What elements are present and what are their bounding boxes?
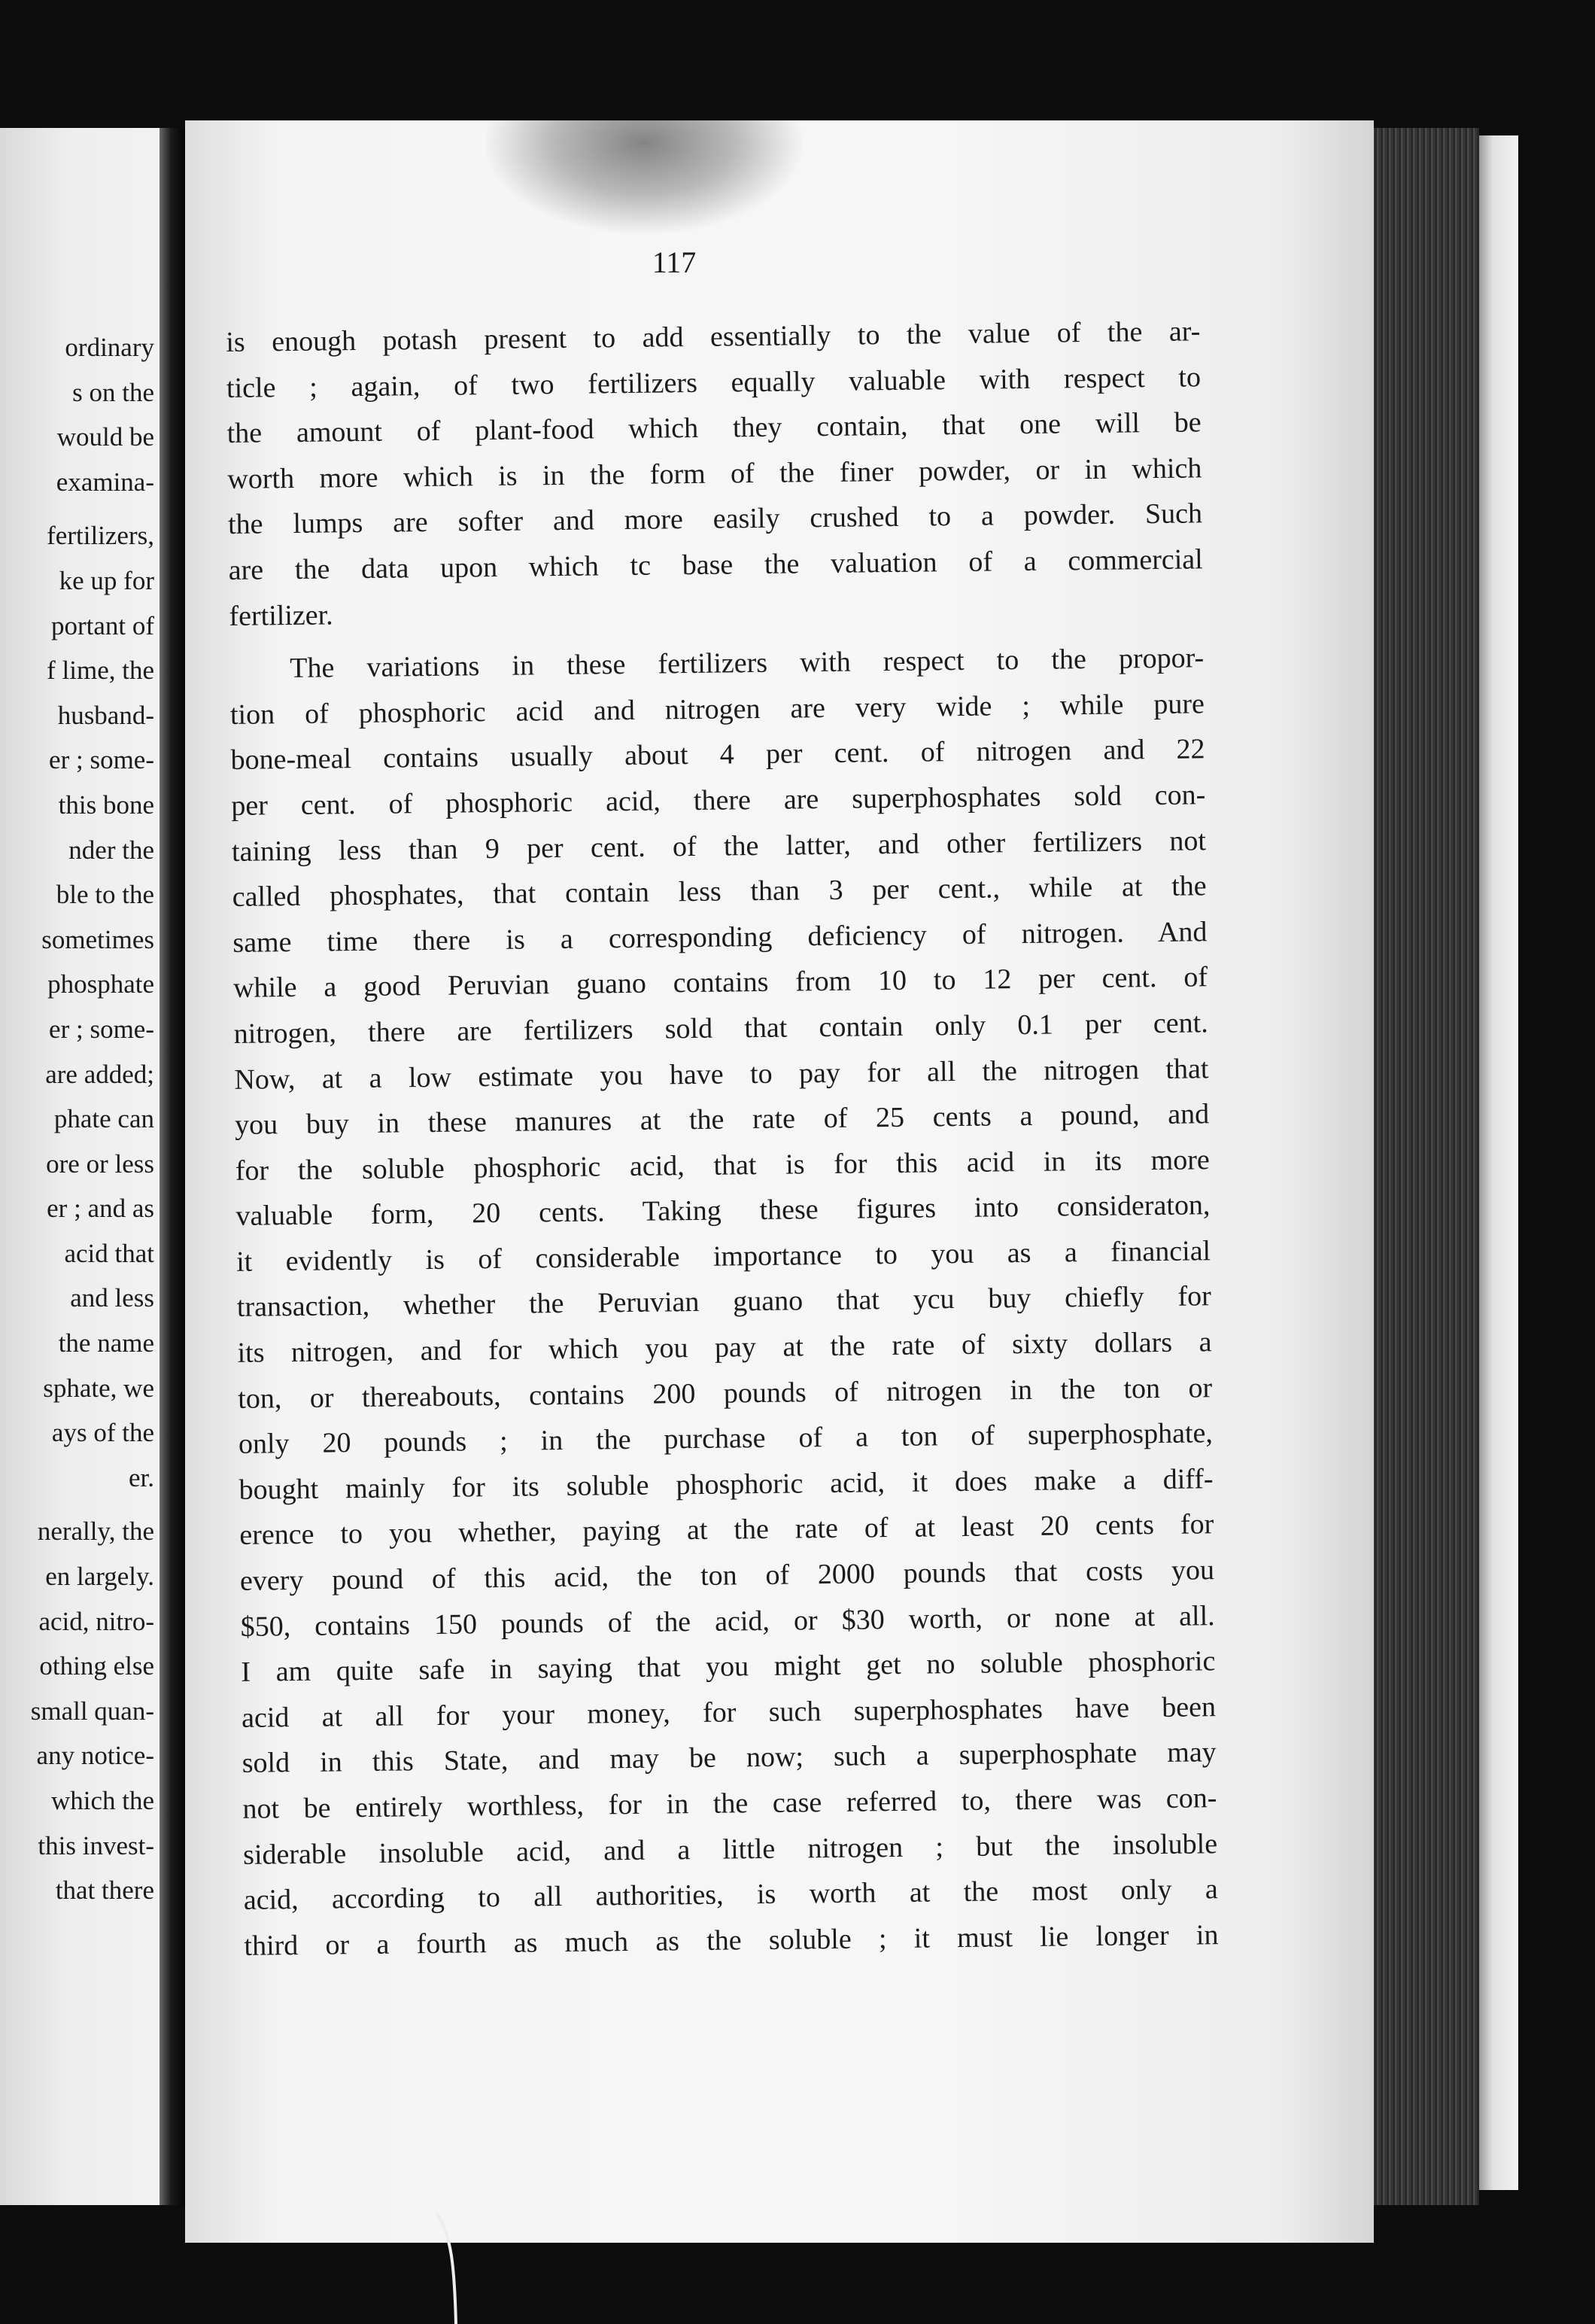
left-page-line: nerally, the — [37, 1516, 154, 1547]
text-line: it evidently is of considerable importance to you as a financial — [235, 1235, 1211, 1278]
text-line: Now, at a low estimate you have to pay for all the nitrogen that — [234, 1052, 1209, 1096]
text-line: tion of phosphoric acid and nitrogen are very wide ; while pure — [229, 688, 1205, 731]
text-line: per cent. of phosphoric acid, there are superphosphates sold con- — [231, 779, 1206, 822]
left-page-line: would be — [56, 422, 154, 452]
text-line: siderable insoluble acid, and a little nitrogen ; but the insoluble — [242, 1827, 1218, 1871]
text-line: acid at all for your money, for such superphosphates have been — [241, 1691, 1217, 1734]
text-line: acid, according to all authorities, is worth at the most only a — [243, 1873, 1218, 1917]
left-page-line: sphate, we — [43, 1373, 154, 1403]
left-page-line: this bone — [58, 789, 154, 820]
text-line: ticle ; again, of two fertilizers equally valuable with respect to — [226, 360, 1202, 404]
left-page-line: acid that — [64, 1238, 154, 1268]
left-page-line: ke up for — [59, 565, 154, 595]
text-line: valuable form, 20 cents. Taking these figures into consideraton, — [235, 1189, 1211, 1233]
left-page-line: small quan- — [30, 1696, 154, 1726]
text-line: is enough potash present to add essentially to the value of the ar- — [226, 315, 1201, 358]
left-page-line: sometimes — [41, 924, 154, 954]
left-page-line: othing else — [39, 1651, 154, 1681]
left-page-line: er ; and as — [47, 1194, 154, 1224]
left-page-line: ble to the — [56, 880, 154, 910]
text-line: the lumps are softer and more easily crushed to a powder. Such — [227, 497, 1203, 541]
text-line: The variations in these fertilizers with respect to the propor- — [290, 642, 1205, 685]
left-page-line: which the — [50, 1786, 154, 1815]
text-line: ton, or thereabouts, contains 200 pounds of nitrogen in the ton or — [238, 1371, 1213, 1415]
text-line: third or a fourth as much as the soluble ; it must lie longer in — [244, 1918, 1219, 1962]
left-page-line: husband- — [57, 700, 154, 730]
main-page — [185, 120, 1374, 2243]
left-page-line: f lime, the — [47, 656, 154, 686]
left-page-line: er ; some- — [49, 745, 154, 775]
left-page-line: fertilizers, — [47, 521, 154, 551]
page-body — [226, 309, 1219, 1969]
left-page-text — [0, 325, 154, 1913]
left-page-line: s on the — [72, 377, 154, 407]
text-line: only 20 pounds ; in the purchase of a ton of superphosphate, — [238, 1417, 1214, 1461]
text-line: you buy in these manures at the rate of 25 cents a pound, and — [234, 1098, 1210, 1142]
left-page-line: ore or less — [46, 1148, 154, 1179]
text-line: called phosphates, that contain less than 3 per cent., while at the — [232, 870, 1207, 914]
text-line: sold in this State, and may be now; such a superphosphate may — [242, 1736, 1217, 1780]
left-page-line: phate can — [53, 1104, 154, 1134]
text-line: the amount of plant-food which they contain, that one will be — [226, 406, 1202, 450]
page-stack-light-edge — [1479, 135, 1518, 2190]
left-page-line: ordinary — [65, 333, 154, 362]
left-page-line: nder the — [68, 835, 154, 865]
page-stack-fore-edge — [1374, 128, 1479, 2205]
text-line: erence to you whether, paying at the rate of at least 20 cents for — [239, 1508, 1214, 1552]
text-line: not be entirely worthless, for in the case referred to, there was con- — [242, 1782, 1217, 1825]
left-page-line: er ; some- — [49, 1014, 154, 1044]
left-page-line: en largely. — [45, 1562, 154, 1592]
text-line: for the soluble phosphoric acid, that is for this acid in its more — [235, 1143, 1210, 1187]
left-page-line: phosphate — [47, 969, 154, 999]
text-line: $50, contains 150 pounds of the acid, or $30 worth, or none at all. — [240, 1599, 1215, 1643]
text-line: are the data upon which tc base the valuation of a commercial — [228, 543, 1203, 586]
text-line: bone-meal contains usually about 4 per cent. of nitrogen and 22 — [230, 733, 1205, 777]
left-page-line: are added; — [45, 1059, 154, 1089]
text-line: nitrogen, there are fertilizers sold that contain only 0.1 per cent. — [233, 1007, 1208, 1050]
left-page-line: that there — [55, 1875, 154, 1906]
paragraph-1 — [226, 309, 1204, 639]
text-line: its nitrogen, and for which you pay at the rate of sixty dollars a — [237, 1326, 1212, 1369]
left-page-line: examina- — [56, 467, 154, 497]
text-line: taining less than 9 per cent. of the latter, and other fertilizers not — [231, 824, 1207, 868]
left-page-line: the name — [58, 1328, 154, 1358]
water-stain — [486, 120, 802, 233]
mounting-string — [421, 2213, 482, 2324]
left-page-line: portant of — [50, 610, 154, 640]
left-page — [0, 128, 160, 2205]
text-line: same time there is a corresponding deficiency of nitrogen. And — [232, 915, 1208, 959]
left-page-line: er. — [128, 1462, 154, 1492]
left-page-line: this invest- — [38, 1830, 154, 1860]
left-page-line: and less — [70, 1283, 154, 1313]
page-number: 117 — [652, 245, 697, 279]
text-line: every pound of this acid, the ton of 2000 pounds that costs you — [239, 1554, 1215, 1597]
left-page-line: any notice- — [36, 1741, 154, 1771]
text-line: worth more which is in the form of the finer powder, or in which — [227, 452, 1202, 495]
text-line: bought mainly for its soluble phosphoric acid, it does make a diff- — [238, 1463, 1214, 1506]
text-line: I am quite safe in saying that you might get no soluble phosphoric — [241, 1645, 1216, 1689]
book-gutter — [160, 128, 185, 2205]
text-line: fertilizer. — [229, 598, 333, 632]
paragraph-2 — [229, 635, 1219, 1969]
left-page-line: ays of the — [51, 1418, 154, 1448]
text-line: transaction, whether the Peruvian guano that ycu buy chiefly for — [236, 1280, 1212, 1324]
text-line: while a good Peruvian guano contains from 10 to 12 per cent. of — [232, 961, 1208, 1005]
left-page-line: acid, nitro- — [38, 1606, 154, 1636]
